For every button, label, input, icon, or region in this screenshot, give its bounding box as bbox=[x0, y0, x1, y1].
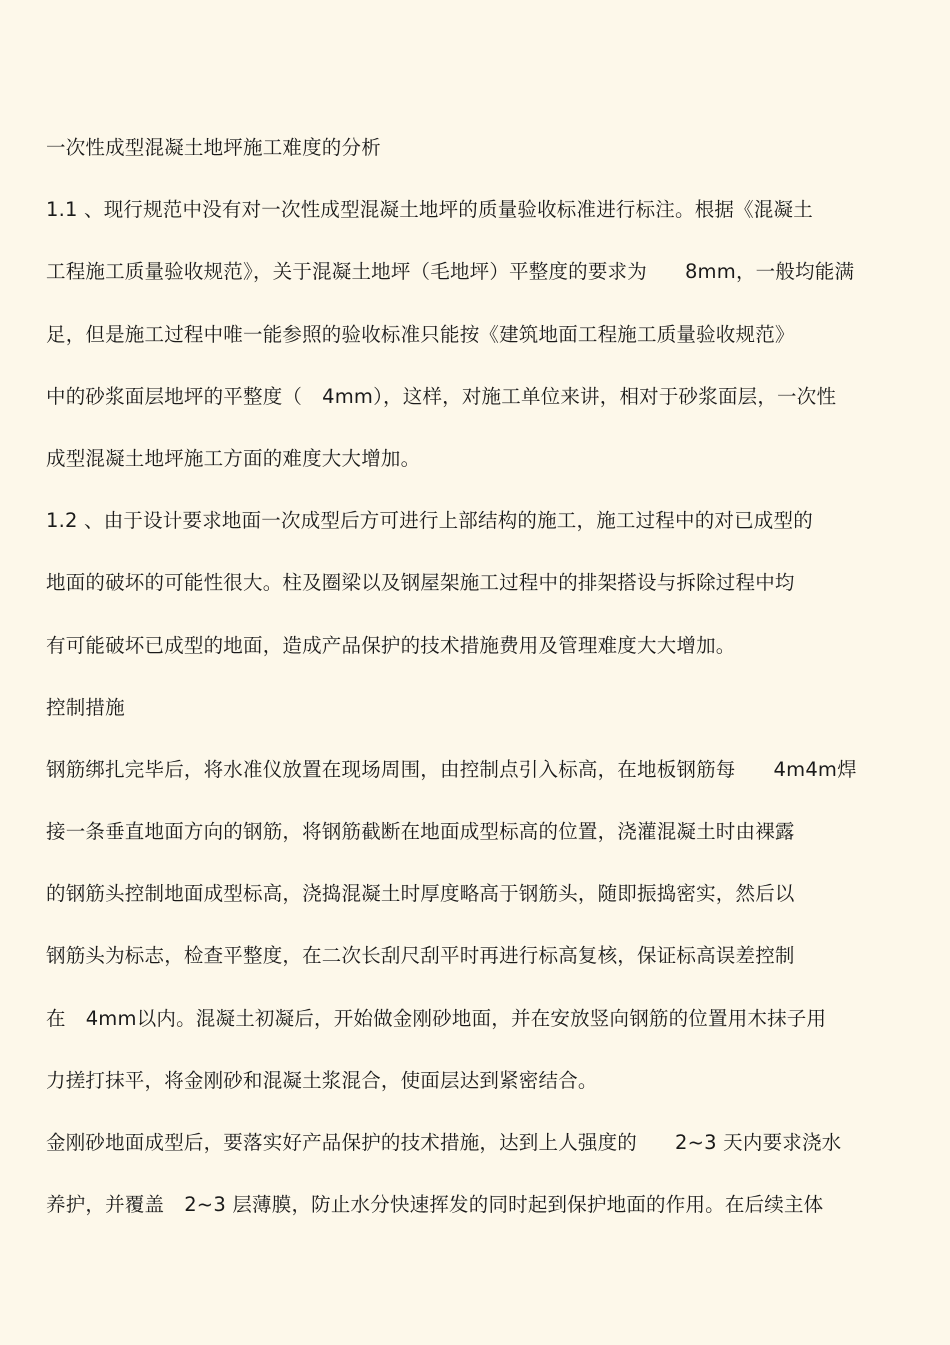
paragraph-line bbox=[46, 1066, 916, 1128]
paragraph-line bbox=[46, 195, 916, 257]
text-segment: 接一条垂直地面方向的钢筋，将钢筋截断在地面成型标高的位置，浇灌混凝土时由裸露 bbox=[46, 820, 795, 844]
text-segment: 有可能破坏已成型的地面，造成产品保护的技术措施费用及管理难度大大增加。 bbox=[46, 633, 736, 657]
text-segment: 成型混凝土地坪施工方面的难度大大增加。 bbox=[46, 446, 421, 470]
text-segment: 工程施工质量验收规范》，关于混凝土地坪（毛地坪）平整度的要求为 bbox=[46, 260, 647, 284]
text-segment: 2~3 天内要求浇水 bbox=[675, 1131, 842, 1154]
document-body bbox=[46, 133, 916, 1252]
text-segment: 1.1 、现行规范中没有对一次性成型混凝土地坪的质量验收标准进行标注。根据《混凝土 bbox=[46, 198, 813, 222]
text-segment: 钢筋绑扎完毕后，将水准仪放置在现场周围，由控制点引入标高，在地板钢筋每 bbox=[46, 757, 736, 781]
text-segment: 4m4m焊 bbox=[773, 757, 857, 781]
paragraph-line bbox=[46, 631, 916, 693]
paragraph-line bbox=[46, 1190, 916, 1252]
paragraph-line bbox=[46, 1004, 916, 1066]
paragraph-line bbox=[46, 817, 916, 879]
paragraph-line bbox=[46, 257, 916, 319]
paragraph-line bbox=[46, 444, 916, 506]
text-segment: 力搓打抹平，将金刚砂和混凝土浆混合，使面层达到紧密结合。 bbox=[46, 1068, 598, 1092]
text-segment: 1.2 、由于设计要求地面一次成型后方可进行上部结构的施工，施工过程中的对已成型的 bbox=[46, 509, 813, 533]
text-segment: 控制措施 bbox=[46, 695, 125, 719]
text-segment: 的钢筋头控制地面成型标高，浇捣混凝土时厚度略高于钢筋头，随即振捣密实，然后以 bbox=[46, 882, 795, 906]
text-segment: 金刚砂地面成型后，要落实好产品保护的技术措施，达到上人强度的 bbox=[46, 1131, 638, 1154]
text-segment: 2~3 层薄膜，防止水分快速挥发的同时起到保护地面的作用。在后续主体 bbox=[184, 1193, 824, 1217]
section-heading bbox=[46, 133, 916, 195]
paragraph-line bbox=[46, 320, 916, 382]
paragraph-line bbox=[46, 506, 916, 568]
text-segment: 一次性成型混凝土地坪施工难度的分析 bbox=[46, 136, 381, 159]
text-segment: 在 bbox=[46, 1006, 66, 1030]
text-segment: 4mm以内。混凝土初凝后，开始做金刚砂地面，并在安放竖向钢筋的位置用木抹子用 bbox=[85, 1006, 827, 1030]
paragraph-line bbox=[46, 755, 916, 817]
paragraph-line bbox=[46, 879, 916, 941]
paragraph-line bbox=[46, 568, 916, 630]
paragraph-line bbox=[46, 941, 916, 1003]
text-segment: 4mm），这样，对施工单位来讲，相对于砂浆面层，一次性 bbox=[322, 384, 837, 408]
text-segment: 8mm，一般均能满 bbox=[684, 260, 855, 284]
paragraph-line bbox=[46, 382, 916, 444]
text-segment: 中的砂浆面层地坪的平整度（ bbox=[46, 384, 303, 408]
text-segment: 地面的破坏的可能性很大。柱及圈梁以及钢屋架施工过程中的排架搭设与拆除过程中均 bbox=[46, 571, 795, 595]
text-segment: 钢筋头为标志，检查平整度，在二次长刮尺刮平时再进行标高复核，保证标高误差控制 bbox=[46, 944, 795, 968]
text-segment: 养护，并覆盖 bbox=[46, 1193, 165, 1217]
section-heading bbox=[46, 693, 916, 755]
paragraph-line bbox=[46, 1128, 916, 1190]
text-segment: 足，但是施工过程中唯一能参照的验收标准只能按《建筑地面工程施工质量验收规范》 bbox=[46, 322, 795, 346]
